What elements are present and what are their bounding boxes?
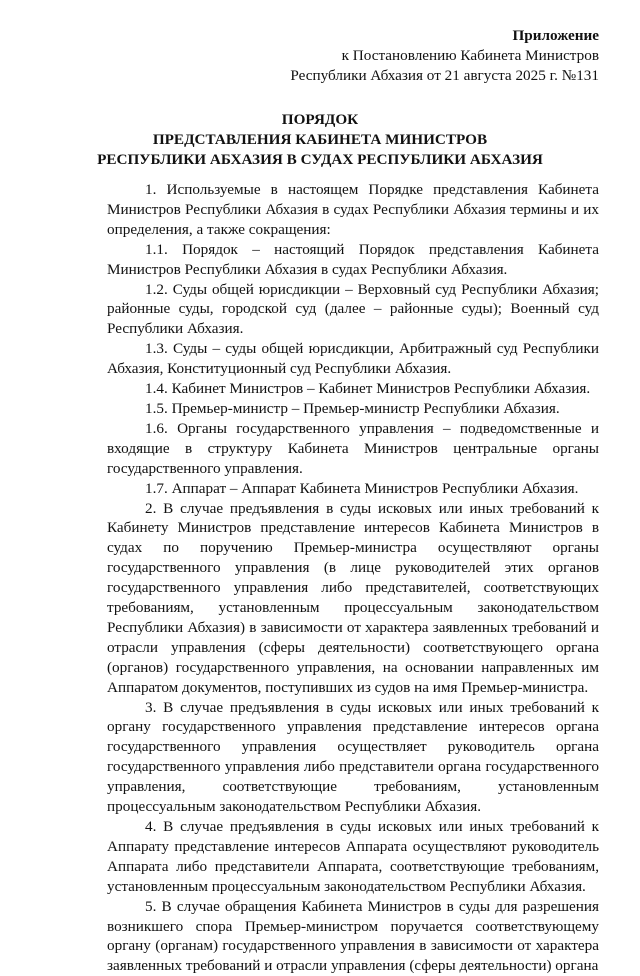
appendix-line-1: к Постановлению Кабинета Министров	[341, 47, 599, 64]
document-body	[107, 180, 599, 976]
paragraph-1-4: 1.4. Кабинет Министров – Кабинет Министров Республики Абхазия.	[145, 380, 591, 398]
paragraph-5: 5. В случае обращения Кабинета Министров в суды для разрешения возникшего спора Премьер-министром поручается соответствующему органу (органам) государственного управления в зависимости от характера заявленных требований и отрасли управления (сферы деятельности) органа	[107, 897, 599, 975]
paragraph-1-1: 1.1. Порядок – настоящий Порядок представления Кабинета Министров Республики Абхазия в судах Республики Абхазия.	[107, 240, 599, 278]
paragraph-1-3: 1.3. Суды – суды общей юрисдикции, Арбитражный суд Республики Абхазия, Конституционный суд Республики Абхазия.	[107, 340, 599, 378]
paragraph-4: 4. В случае предъявления в суды исковых или иных требований к Аппарату представление интересов Аппарата осуществляют руководитель Аппарата либо представители Аппарата, соответствующие требованиям, установленным процессуальным законодательством Республики Абхазия.	[107, 818, 599, 895]
title-line-2: ПРЕДСТАВЛЕНИЯ КАБИНЕТА МИНИСТРОВ	[152, 131, 488, 148]
paragraph-1-7: 1.7. Аппарат – Аппарат Кабинета Министров Республики Абхазия.	[145, 479, 579, 497]
paragraph-1: 1. Используемые в настоящем Порядке представления Кабинета Министров Республики Абхазия в судах Республики Абхазия термины и их определения, а также сокращения:	[107, 181, 599, 238]
appendix-header	[290, 26, 599, 86]
paragraph-1-5: 1.5. Премьер-министр – Премьер-министр Республики Абхазия.	[145, 399, 560, 417]
appendix-heading: Приложение	[512, 27, 599, 44]
title-line-1: ПОРЯДОК	[281, 111, 359, 128]
paragraph-1-6: 1.6. Органы государственного управления – подведомственные и входящие в структуру Кабинета Министров центральные органы государственного управления.	[107, 419, 599, 477]
paragraph-2: 2. В случае предъявления в суды исковых или иных требований к Кабинету Министров представление интересов Кабинета Министров в судах по поручению Премьер-министра осуществляют органы государственного управления (в лице руководителей этих органов государственного управления либо представителей, соответствующих требованиям, установленным процессуальным законодательством Республики Абхазия) в зависимости от характера заявленных требований и отрасли управления (сферы деятельности) соответствующего органа (органов) государственного управления, на основании направленных им Аппаратом документов, поступивших из судов на имя Премьер-министра.	[107, 499, 599, 696]
document-title	[60, 110, 580, 170]
paragraph-3: 3. В случае предъявления в суды исковых или иных требований к органу государственного управления представление интересов органа государственного управления осуществляет руководитель органа государственного управления либо представители органа государственного управления, соответствующие требованиям, установленным процессуальным законодательством Республики Абхазия.	[107, 698, 599, 816]
paragraph-1-2: 1.2. Суды общей юрисдикции – Верховный суд Республики Абхазия; районные суды, городской суд (далее – районные суды); Военный суд Республики Абхазия.	[107, 280, 599, 338]
title-line-3: РЕСПУБЛИКИ АБХАЗИЯ В СУДАХ РЕСПУБЛИКИ АБХАЗИЯ	[97, 151, 543, 168]
appendix-line-2: Республики Абхазия от 21 августа 2025 г. №131	[290, 67, 599, 84]
